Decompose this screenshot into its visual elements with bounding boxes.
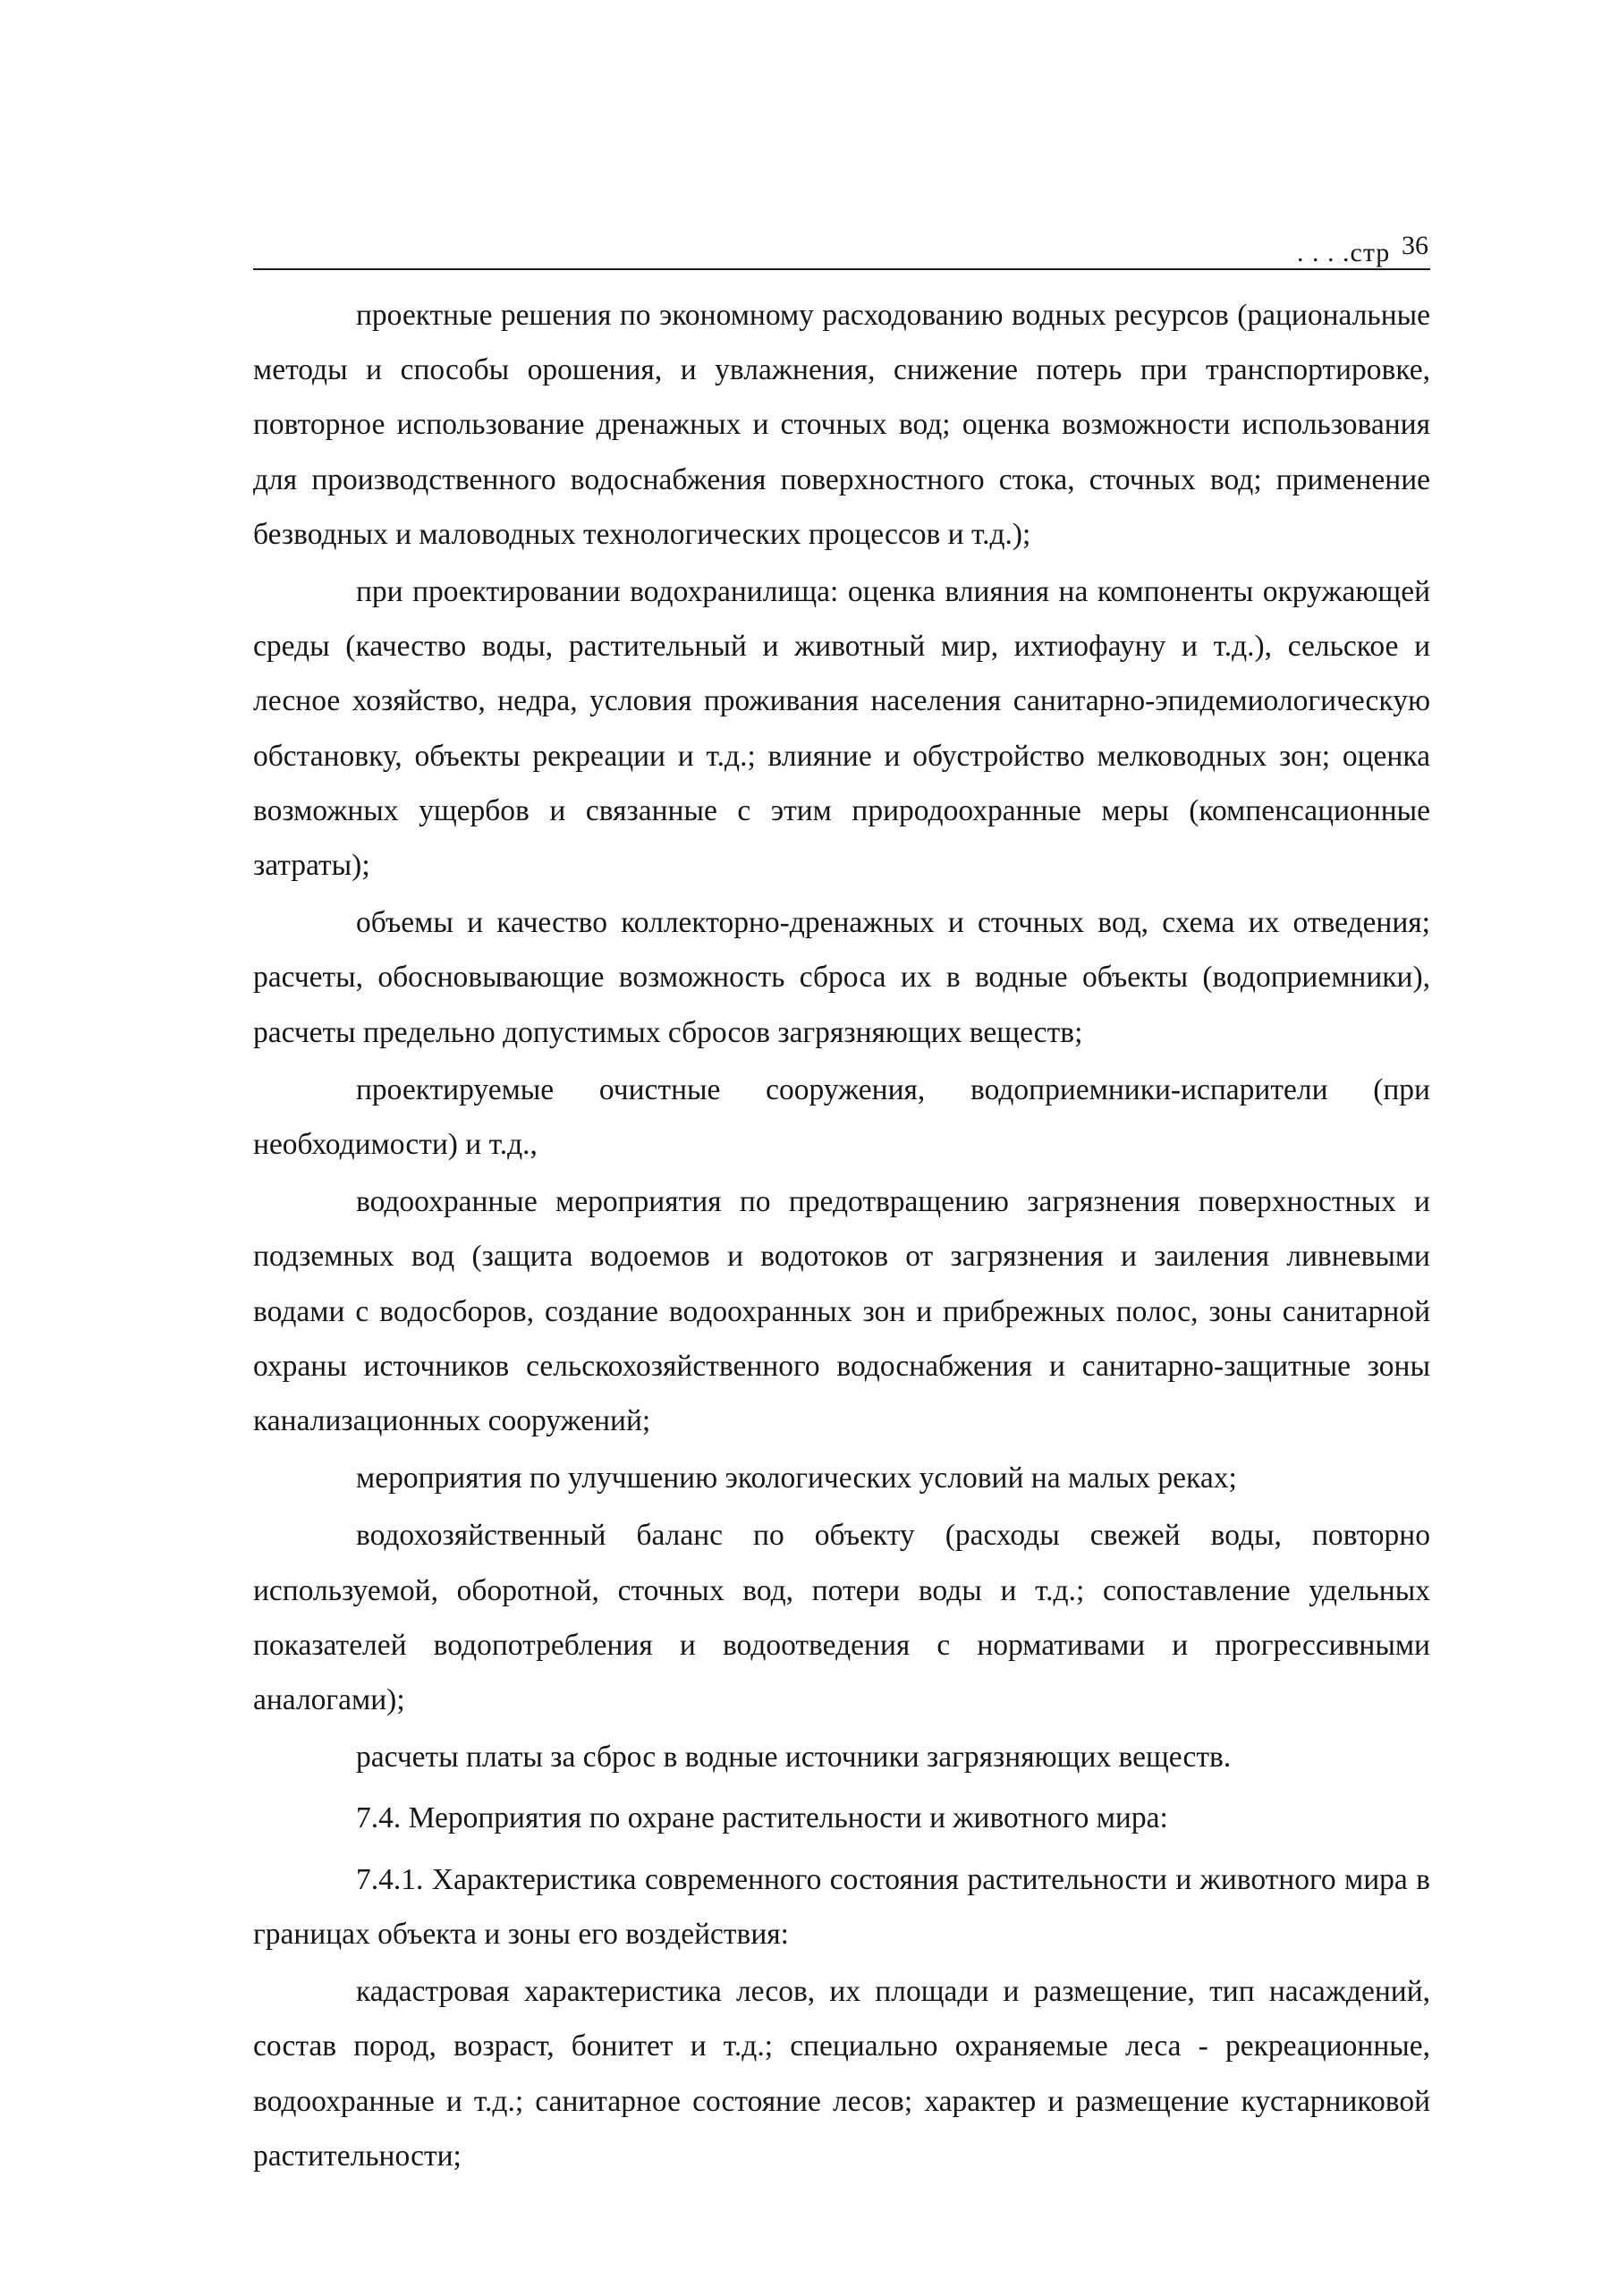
document-body — [253, 288, 1430, 2183]
page-header — [253, 231, 1430, 270]
section-heading-7-4: 7.4. Мероприятия по охране растительности и животного мира: — [356, 1801, 1168, 1835]
page-number: 36 — [1402, 231, 1428, 260]
paragraph-water-saving: проектные решения по экономному расходованию водных ресурсов (рациональные методы и способы орошения, и увлажнения, снижение потерь при транспортировке, повторное использование дренажных и сточных вод; оценка возможности использования для производственного водоснабжения поверхностного стока, сточных вод; применение безводных и маловодных технологических процессов и т.д.); — [253, 299, 1430, 551]
paragraph-water-protection: водоохранные мероприятия по предотвращению загрязнения поверхностных и подземных вод (защита водоемов и водотоков от загрязнения и заиления ливневыми водами с водосборов, создание водоохранных зон и прибрежных полос, зоны санитарной охраны источников сельскохозяйственного водоснабжения и санитарно-защитные зоны канализационных сооружений; — [253, 1185, 1430, 1438]
paragraph-discharge-fees: расчеты платы за сброс в водные источники загрязняющих веществ. — [356, 1741, 1232, 1775]
header-rule — [253, 268, 1430, 270]
paragraph-forest-cadastre: кадастровая характеристика лесов, их площади и размещение, тип насаждений, состав пород, возраст, бонитет и т.д.; специально охраняемые леса - рекреационные, водоохранные и т.д.; санитарное состояние лесов; характер и размещение кустарниковой растительности; — [253, 1975, 1430, 2173]
paragraph-treatment-facilities: проектируемые очистные сооружения, водоприемники-испарители (при необходимости) и т.д., — [253, 1072, 1430, 1162]
paragraph-small-rivers: мероприятия по улучшению экологических условий на малых реках; — [356, 1461, 1237, 1495]
paragraph-water-balance: водохозяйственный баланс по объекту (расходы свежей воды, повторно используемой, оборотной, сточных вод, потери воды и т.д.; сопоставление удельных показателей водопотребления и водоотведения с нормативами и прогрессивными аналогами); — [253, 1519, 1430, 1717]
header-page-label: . . . .стр — [1297, 238, 1391, 267]
section-heading-7-4-1: 7.4.1. Характеристика современного состояния растительности и животного мира в границах объекта и зоны его воздействия: — [253, 1862, 1430, 1951]
paragraph-drainage-volumes: объемы и качество коллекторно-дренажных и сточных вод, схема их отведения; расчеты, обосновывающие возможность сброса их в водные объекты (водоприемники), расчеты предельно допустимых сбросов загрязняющих веществ; — [253, 906, 1430, 1049]
paragraph-reservoir-design: при проектировании водохранилища: оценка влияния на компоненты окружающей среды (качество воды, растительный и животный мир, ихтиофауну и т.д.), сельское и лесное хозяйство, недра, условия проживания населения санитарно-эпидемиологическую обстановку, объекты рекреации и т.д.; влияние и обустройство мелководных зон; оценка возможных ущербов и связанные с этим природоохранные меры (компенсационные затраты); — [253, 575, 1430, 883]
